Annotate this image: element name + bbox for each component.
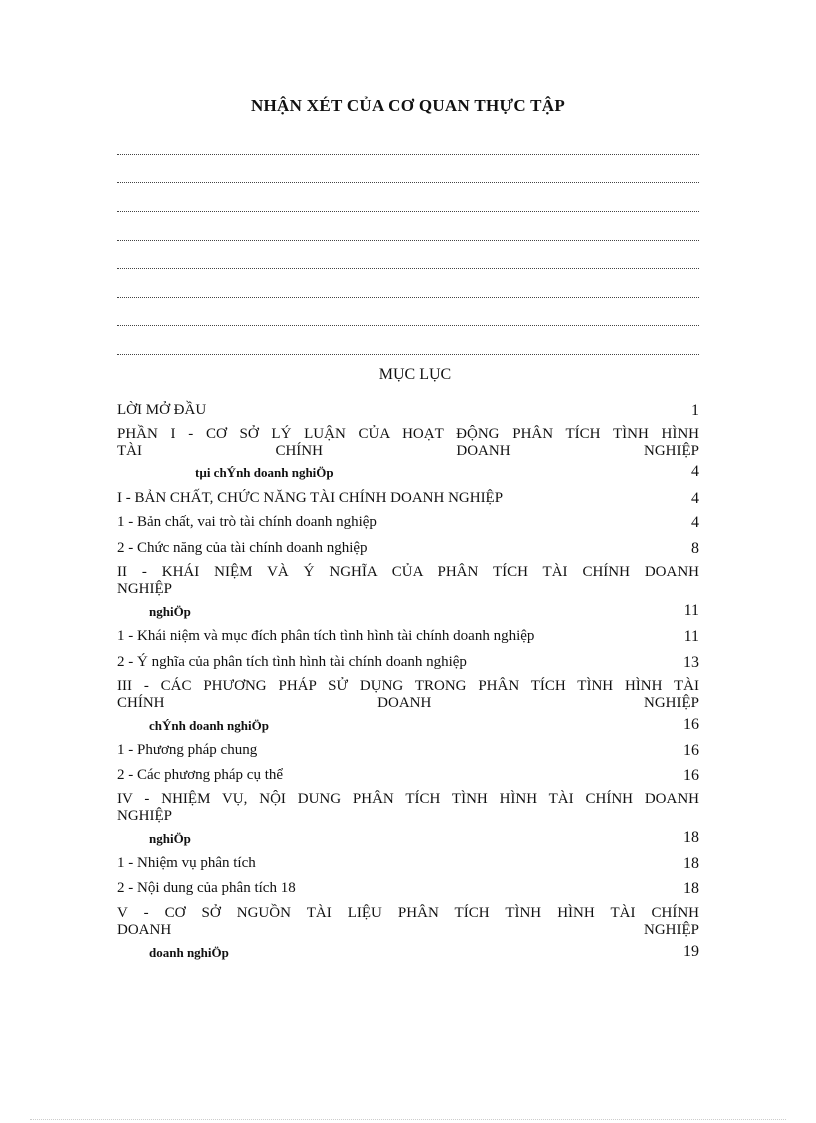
toc-entry-text: 2 - Nội dung của phân tích 18 [117,880,296,896]
toc-entry-text: I - BẢN CHẤT, CHỨC NĂNG TÀI CHÍNH DOANH NGHIỆP [117,490,504,506]
toc-entry-line1: III - CÁC PHƯƠNG PHÁP SỬ DỤNG TRONG PHÂN TÍCH TÌNH HÌNH TÀI [117,678,699,694]
toc-entry[interactable] [117,402,699,419]
toc-entry-text: 2 - Chức năng của tài chính doanh nghiệp [117,540,368,556]
toc-entry-page: 13 [683,654,699,671]
toc-entry-line2: DOANH NGHIỆP [117,922,699,938]
toc-entry-text: 2 - Các phương pháp cụ thể [117,767,284,783]
toc-entry-text: 1 - Nhiệm vụ phân tích [117,855,256,871]
toc-entry[interactable] [117,564,699,598]
toc-entry-page: 16 [683,767,699,784]
toc-entry-page: 18 [683,880,699,897]
toc-entry-page: 1 [691,402,699,419]
toc-entry[interactable] [117,678,699,712]
toc-entry-page: 11 [683,628,699,645]
toc-entry-page: 19 [683,943,699,960]
comment-dotted-line [117,240,699,241]
toc-entry-line1: V - CƠ SỞ NGUỒN TÀI LIỆU PHÂN TÍCH TÌNH HÌNH TÀI CHÍNH [117,905,699,921]
toc-entry[interactable] [117,426,699,460]
comment-dotted-line [117,154,699,155]
footer-divider [30,1119,786,1120]
toc-entry-page: 16 [683,742,699,759]
toc-entry-text: 1 - Phương pháp chung [117,742,258,758]
toc-entry[interactable] [117,767,699,784]
comment-dotted-line [117,354,699,355]
toc-entry-text: 1 - Bản chất, vai trò tài chính doanh nghiệp [117,514,377,530]
toc-entry-sub: nghiÖp [149,604,191,619]
toc-entry-line2: CHÍNH DOANH NGHIỆP [117,695,699,711]
toc-entry-line1: IV - NHIỆM VỤ, NỘI DUNG PHÂN TÍCH TÌNH HÌNH TÀI CHÍNH DOANH [117,791,699,807]
toc-entry-page: 4 [691,463,699,480]
toc-entry[interactable] [117,490,699,507]
toc-entry-line1: PHẦN I - CƠ SỞ LÝ LUẬN CỦA HOẠT ĐỘNG PHÂN TÍCH TÌNH HÌNH [117,426,699,442]
comment-dotted-line [117,182,699,183]
comment-dotted-line [117,325,699,326]
toc-entry-page: 18 [683,855,699,872]
toc-entry-page: 8 [691,540,699,557]
toc-entry[interactable] [117,628,699,645]
toc-entry[interactable] [117,905,699,939]
toc-entry[interactable] [117,540,699,557]
toc-entry-line2: NGHIỆP [117,581,172,597]
comment-dotted-line [117,211,699,212]
toc-entry-line1: II - KHÁI NIỆM VÀ Ý NGHĨA CỦA PHÂN TÍCH TÀI CHÍNH DOANH [117,564,699,580]
toc-entry-page: 4 [691,490,699,507]
toc-entry-page: 18 [683,829,699,846]
toc-entry[interactable] [117,654,699,671]
toc-entry-line2: NGHIỆP [117,808,172,824]
toc-entry-sub: chÝnh doanh nghiÖp [149,718,269,733]
toc-entry[interactable] [117,791,699,825]
comment-dotted-line [117,297,699,298]
toc-entry-sub: tµi chÝnh doanh nghiÖp [195,465,334,480]
toc-entry-text: 2 - Ý nghĩa của phân tích tình hình tài chính doanh nghiệp [117,654,467,670]
comment-dotted-line [117,268,699,269]
toc-entry-page: 4 [691,514,699,531]
toc-entry[interactable] [117,514,699,531]
toc-entry-sub: nghiÖp [149,831,191,846]
toc-title: MỤC LỤC [378,366,452,383]
toc-entry-page: 11 [683,602,699,619]
toc-entry-sub: doanh nghiÖp [149,945,229,960]
toc-entry-line2: TÀI CHÍNH DOANH NGHIỆP [117,443,699,459]
toc-entry[interactable] [117,855,699,872]
toc-entry[interactable] [117,880,699,897]
toc-entry-text: 1 - Khái niệm và mục đích phân tích tình hình tài chính doanh nghiệp [117,628,535,644]
page-title: NHẬN XÉT CỦA CƠ QUAN THỰC TẬP [250,96,566,115]
toc-entry-page: 16 [683,716,699,733]
toc-entry[interactable] [117,742,699,759]
toc-entry-text: LỜI MỞ ĐẦU [117,402,207,418]
